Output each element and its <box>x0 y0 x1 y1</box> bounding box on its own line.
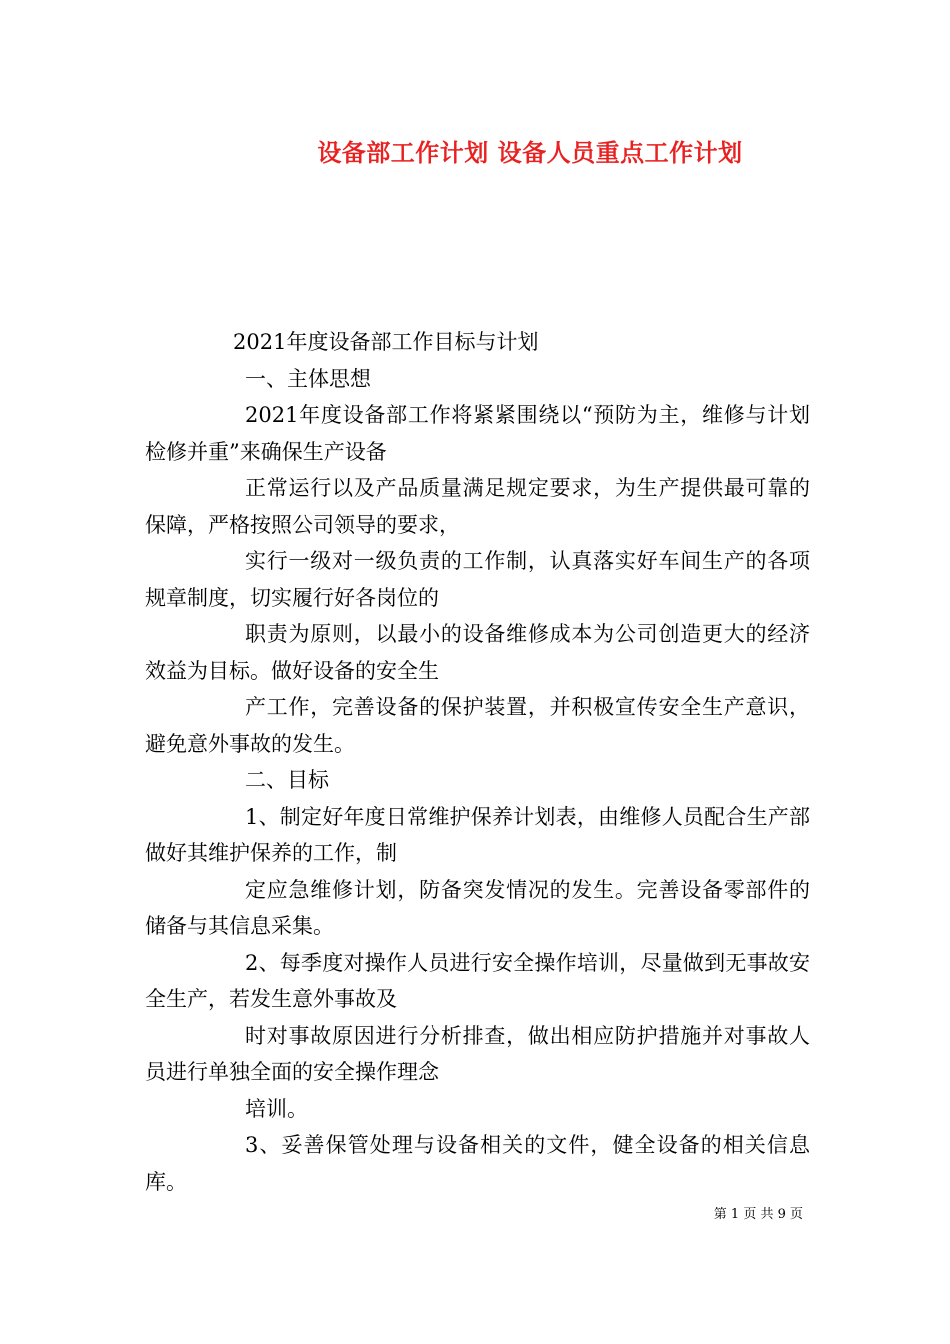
paragraph: 时对事故原因进行分析排查，做出相应防护措施并对事故人员进行单独全面的安全操作理念 <box>145 1023 810 1084</box>
section-heading-main-idea: 一、主体思想 <box>245 366 371 391</box>
paragraph: 2021年度设备部工作将紧紧围绕以“预防为主，维修与计划检修并重”来确保生产设备 <box>145 403 810 464</box>
page-title: 设备部工作计划 设备人员重点工作计划 <box>317 139 743 167</box>
document-body <box>145 324 810 1200</box>
paragraph: 3、妥善保管处理与设备相关的文件，健全设备的相关信息库。 <box>145 1133 810 1194</box>
page-number-footer: 第 1 页 共 9 页 <box>713 1207 803 1222</box>
paragraph: 1、制定好年度日常维护保养计划表，由维修人员配合生产部做好其维护保养的工作，制 <box>145 804 810 865</box>
paragraph: 职责为原则，以最小的设备维修成本为公司创造更大的经济效益为目标。做好设备的安全生 <box>145 622 810 683</box>
document-subtitle: 2021年度设备部工作目标与计划 <box>233 330 539 354</box>
paragraph: 培训。 <box>245 1096 308 1121</box>
paragraph: 正常运行以及产品质量满足规定要求，为生产提供最可靠的保障，严格按照公司领导的要求， <box>145 476 810 537</box>
paragraph: 产工作，完善设备的保护装置，并积极宣传安全生产意识，避免意外事故的发生。 <box>145 695 810 756</box>
paragraph: 定应急维修计划，防备突发情况的发生。完善设备零部件的储备与其信息采集。 <box>145 877 810 938</box>
paragraph: 2、每季度对操作人员进行安全操作培训，尽量做到无事故安全生产，若发生意外事故及 <box>145 950 810 1011</box>
section-heading-goals: 二、目标 <box>245 768 329 792</box>
paragraph: 实行一级对一级负责的工作制，认真落实好车间生产的各项规章制度，切实履行好各岗位的 <box>145 549 810 610</box>
